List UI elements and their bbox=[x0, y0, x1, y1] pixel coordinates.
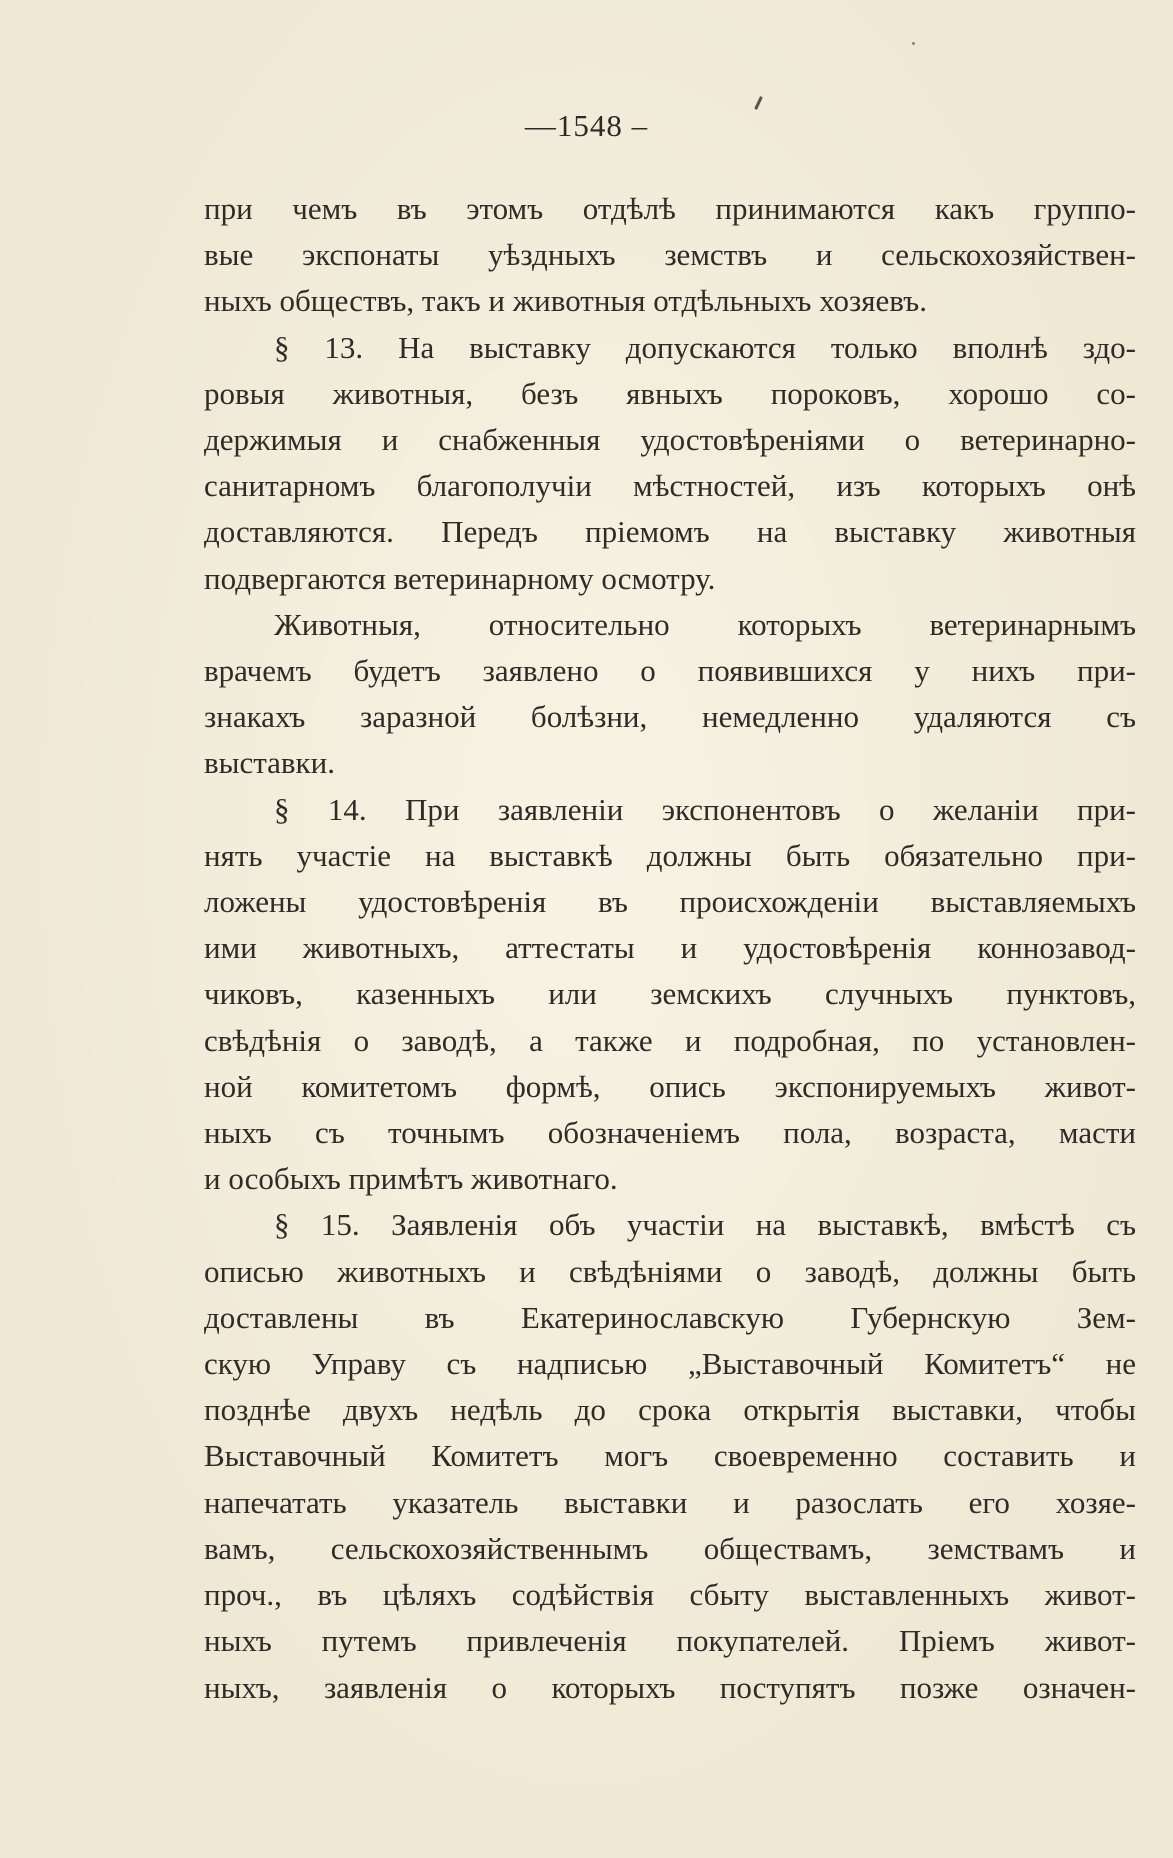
text-line: ныхъ, заявленія о которыхъ поступятъ позже означен- bbox=[204, 1669, 1136, 1705]
text-line: ими животныхъ, аттестаты и удостовѣренія коннозавод- bbox=[204, 930, 1136, 966]
text-line: выставки. bbox=[204, 745, 335, 781]
text-line: доставлены въ Екатеринославскую Губернскую Зем- bbox=[204, 1299, 1136, 1335]
text-line: держимыя и снабженныя удостовѣреніями о ветеринарно- bbox=[204, 422, 1136, 458]
text-line: при чемъ въ этомъ отдѣлѣ принимаются какъ группо- bbox=[204, 191, 1136, 226]
text-line: знакахъ заразной болѣзни, немедленно удаляются съ bbox=[204, 699, 1136, 735]
text-line: вамъ, сельскохозяйственнымъ обществамъ, земствамъ и bbox=[204, 1530, 1136, 1566]
text-line: Выставочный Комитетъ могъ своевременно составить и bbox=[204, 1438, 1136, 1474]
body-text bbox=[204, 186, 1136, 1711]
text-line: Животныя, относительно которыхъ ветеринарнымъ bbox=[274, 606, 1136, 642]
text-line: позднѣе двухъ недѣль до срока открытія выставки, чтобы bbox=[204, 1392, 1136, 1428]
text-line: подвергаются ветеринарному осмотру. bbox=[204, 560, 716, 596]
text-line: врачемъ будетъ заявлено о появившихся у нихъ при- bbox=[204, 653, 1136, 689]
page-number: —1548 – bbox=[524, 108, 649, 143]
text-line: проч., въ цѣляхъ содѣйствія сбыту выставленныхъ живот- bbox=[204, 1577, 1136, 1613]
text-line: напечатать указатель выставки и разослать его хозяе- bbox=[204, 1484, 1136, 1520]
text-line: скую Управу съ надписью „Выставочный Комитетъ“ не bbox=[204, 1346, 1136, 1382]
text-line: ныхъ путемъ привлеченія покупателей. Пріемъ живот- bbox=[204, 1623, 1136, 1659]
text-line: ной комитетомъ формѣ, опись экспонируемыхъ живот- bbox=[204, 1068, 1136, 1104]
text-line: ложены удостовѣренія въ происхожденіи выставляемыхъ bbox=[204, 884, 1136, 920]
text-line: санитарномъ благополучіи мѣстностей, изъ которыхъ онѣ bbox=[204, 468, 1136, 504]
ink-speck bbox=[912, 42, 915, 45]
text-line: и особыхъ примѣтъ животнаго. bbox=[204, 1161, 618, 1197]
text-line: свѣдѣнія о заводѣ, а также и подробная, по установлен- bbox=[204, 1022, 1136, 1058]
text-line: нять участіе на выставкѣ должны быть обязательно при- bbox=[204, 837, 1136, 873]
text-line: ныхъ съ точнымъ обозначеніемъ пола, возраста, масти bbox=[204, 1115, 1136, 1151]
text-line: выe экспонаты уѣздныхъ земствъ и сельскохозяйствен- bbox=[204, 237, 1136, 273]
text-line: § 15. Заявленія объ участіи на выставкѣ, вмѣстѣ съ bbox=[274, 1207, 1136, 1243]
text-line: § 13. На выставку допускаются только вполнѣ здо- bbox=[274, 329, 1136, 365]
text-line: чиковъ, казенныхъ или земскихъ случныхъ пунктовъ, bbox=[204, 976, 1136, 1012]
text-line: описью животныхъ и свѣдѣніями о заводѣ, должны быть bbox=[204, 1253, 1136, 1289]
text-line: ровыя животныя, безъ явныхъ пороковъ, хорошо со- bbox=[204, 375, 1136, 411]
text-line: § 14. При заявленіи экспонентовъ о желаніи при- bbox=[274, 791, 1136, 827]
text-line: ныхъ обществъ, такъ и животныя отдѣльныхъ хозяевъ. bbox=[204, 283, 927, 319]
text-line: доставляются. Передъ пріемомъ на выставку животныя bbox=[204, 514, 1136, 550]
